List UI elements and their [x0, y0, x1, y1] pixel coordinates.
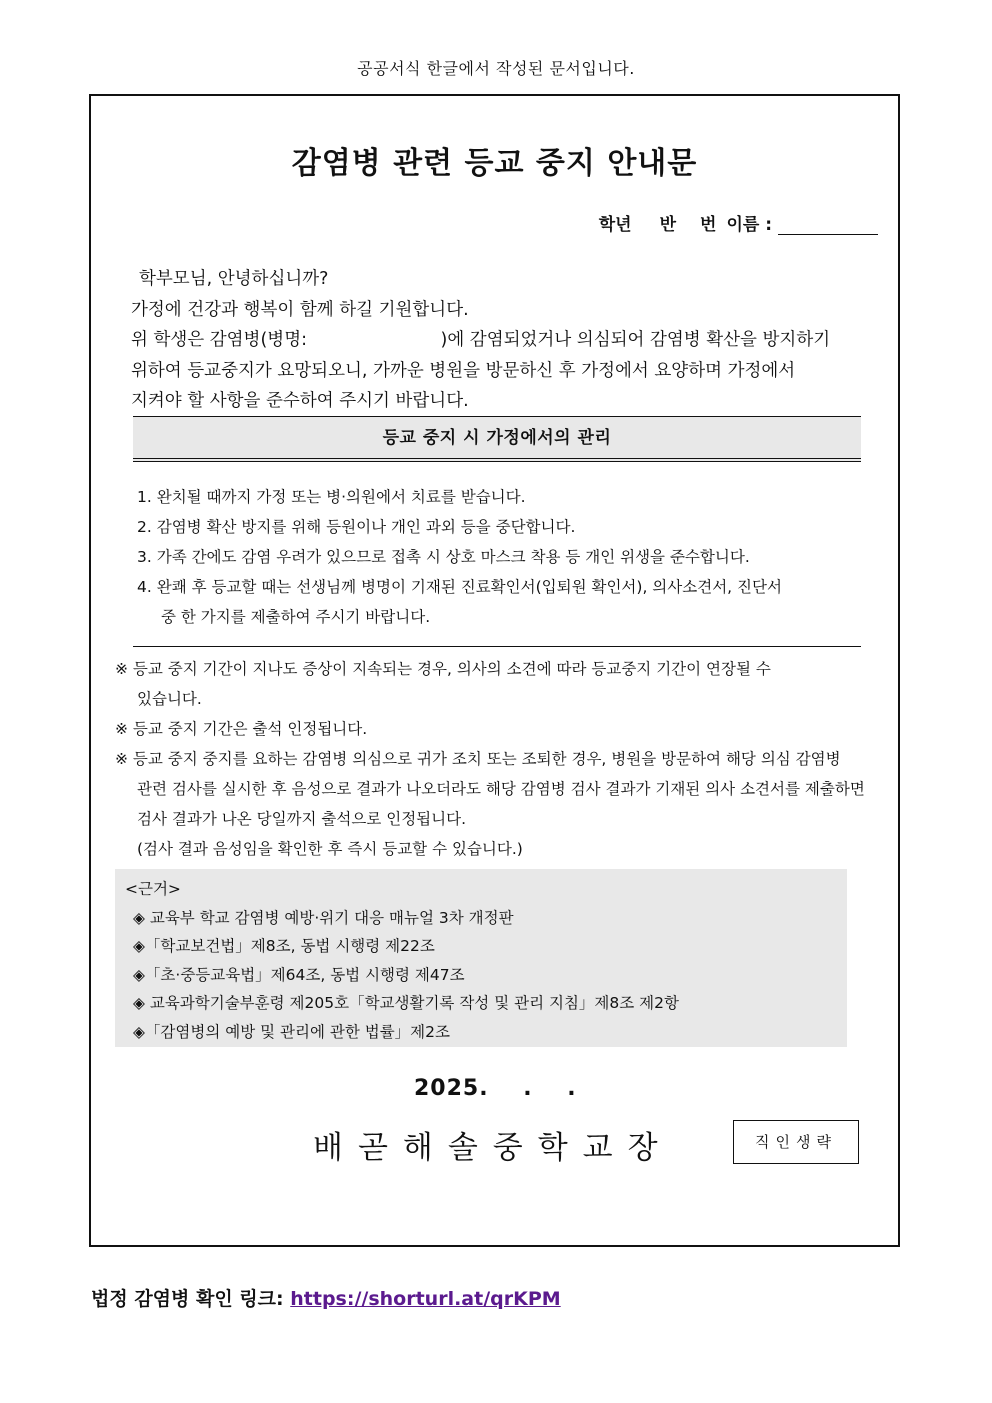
greeting: 학부모님, 안녕하십니까? — [139, 269, 329, 289]
intro-line-4: 위하여 등교중지가 요망되오니, 가까운 병원을 방문하신 후 가정에서 요양하며 가정에서 — [131, 360, 796, 381]
header-note: 공공서식 한글에서 작성된 문서입니다. — [357, 59, 635, 78]
basis-heading: <근거> — [125, 880, 181, 898]
notes-list — [115, 654, 895, 864]
class-label: 반 — [659, 215, 676, 235]
footer-link-line — [91, 1284, 561, 1311]
divider-line — [133, 646, 861, 647]
basis-item: ◈「감염병의 예방 및 관리에 관한 법률」제2조 — [133, 1022, 450, 1041]
basis-item: ◈「학교보건법」제8조, 동법 시행령 제22조 — [133, 937, 435, 955]
intro-line-3: 위 학생은 감염병(병명: )에 감염되었거나 의심되어 감염병 확산을 방지하기 — [131, 330, 831, 350]
principal-signature: 배곧해솔중학교장 — [313, 1130, 673, 1166]
care-item-1: 1. 완치될 때까지 가정 또는 병·의원에서 치료를 받습니다. — [137, 488, 526, 506]
care-item-4: 4. 완쾌 후 등교할 때는 선생님께 병명이 기재된 진료확인서(입퇴원 확인서), 의사소견서, 진단서 — [137, 578, 782, 596]
home-care-list — [137, 482, 877, 632]
name-blank — [778, 216, 878, 235]
note-1-continued: 있습니다. — [137, 690, 202, 708]
note-2: ※ 등교 중지 기간은 출석 인정됩니다. — [115, 720, 368, 738]
note-1: ※ 등교 중지 기간이 지나도 증상이 지속되는 경우, 의사의 소견에 따라 등교중지 기간이 연장될 수 — [115, 660, 771, 678]
number-label: 번 — [700, 215, 717, 235]
care-item-4-continued: 중 한 가지를 제출하여 주시기 바랍니다. — [161, 608, 431, 626]
legal-basis-box — [115, 869, 847, 1047]
section-title-home-care: 등교 중지 시 가정에서의 관리 — [133, 416, 861, 462]
issue-date: 2025. . . — [414, 1076, 577, 1101]
grade-label: 학년 — [598, 215, 632, 235]
footer-label: 법정 감염병 확인 링크: — [91, 1288, 284, 1310]
name-label: 이름 : — [726, 215, 772, 235]
note-3: ※ 등교 중지 중지를 요하는 감염병 의심으로 귀가 조치 또는 조퇴한 경우, 병원을 방문하여 해당 의심 감염병 — [115, 750, 841, 768]
basis-item: ◈「초·중등교육법」제64조, 동법 시행령 제47조 — [133, 965, 465, 984]
intro-paragraph — [131, 264, 891, 417]
student-info-line — [581, 210, 878, 235]
note-3-continued-2: 검사 결과가 나온 당일까지 출석으로 인정됩니다. — [137, 810, 467, 828]
seal-omitted-box: 직인생략 — [733, 1120, 859, 1164]
care-item-2: 2. 감염병 확산 방지를 위해 등원이나 개인 과외 등을 중단합니다. — [137, 518, 576, 536]
notice-frame — [89, 94, 900, 1247]
care-item-3: 3. 가족 간에도 감염 우려가 있으므로 접촉 시 상호 마스크 착용 등 개인 위생을 준수합니다. — [137, 548, 750, 566]
document-title: 감염병 관련 등교 중지 안내문 — [291, 146, 698, 181]
note-3-continued-1: 관련 검사를 실시한 후 음성으로 결과가 나오더라도 해당 감염병 검사 결과가 기재된 의사 소견서를 제출하면 — [137, 780, 865, 798]
note-3-continued-3: (검사 결과 음성임을 확인한 후 즉시 등교할 수 있습니다.) — [137, 840, 523, 858]
basis-item: ◈ 교육부 학교 감염병 예방·위기 대응 매뉴얼 3차 개정판 — [133, 908, 514, 927]
wish-line: 가정에 건강과 행복이 함께 하길 기원합니다. — [131, 299, 469, 320]
basis-item: ◈ 교육과학기술부훈령 제205호「학교생활기록 작성 및 관리 지침」제8조 제2항 — [133, 994, 679, 1012]
intro-line-5: 지켜야 할 사항을 준수하여 주시기 바랍니다. — [131, 391, 469, 411]
disease-info-link[interactable]: https://shorturl.at/qrKPM — [290, 1288, 561, 1310]
